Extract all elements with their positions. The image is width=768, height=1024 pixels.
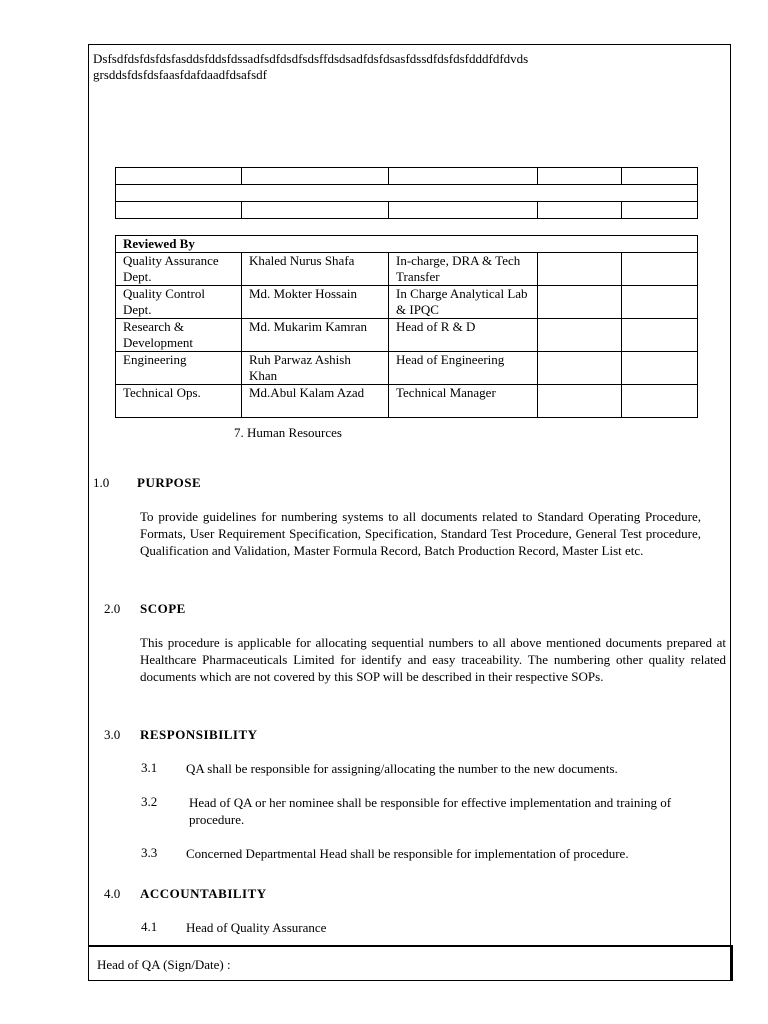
dept-cell: Engineering (116, 352, 242, 385)
header-line-1: Dsfsdfdsfdsfdsfasddsfddsfdssadfsdfdsdfsdsffdsdsadfdsfdsasfdssdfdsfdsfdddfdfdvds (93, 51, 529, 66)
name-cell: Md. Mukarim Kamran (242, 319, 389, 352)
table-cell (116, 168, 242, 185)
table-cell (242, 168, 389, 185)
table-cell (538, 202, 622, 219)
dept-cell: Technical Ops. (116, 385, 242, 418)
responsibility-item: Head of QA or her nominee shall be responsible for effective implementation and training of procedure. (189, 795, 672, 827)
scope-text: This procedure is applicable for allocating sequential numbers to all above mentioned documents prepared at Healthcare Pharmaceuticals Limited for identify and easy traceability. The numbering other quality related documents which are not covered by this SOP will be described in their respective SOPs. (140, 635, 726, 684)
blank-table (115, 167, 698, 219)
sign-cell (538, 319, 622, 352)
table-cell (116, 202, 242, 219)
sign-cell (538, 253, 622, 286)
accountability-item: Head of Quality Assurance (186, 920, 327, 935)
responsibility-item: QA shall be responsible for assigning/allocating the number to the new documents. (186, 761, 618, 776)
sign-cell (538, 352, 622, 385)
table-row (116, 168, 698, 185)
reviewed-by-table (115, 235, 698, 418)
date-cell (622, 352, 698, 385)
role-cell: Head of Engineering (389, 352, 538, 385)
responsibility-item: Concerned Departmental Head shall be responsible for implementation of procedure. (186, 846, 629, 861)
role-cell: In Charge Analytical Lab & IPQC (389, 286, 538, 319)
name-cell: Md.Abul Kalam Azad (242, 385, 389, 418)
table-row (116, 319, 698, 352)
human-resources-item: 7. Human Resources (234, 425, 342, 440)
name-cell: Ruh Parwaz Ashish Khan (242, 352, 389, 385)
date-cell (622, 253, 698, 286)
table-row (116, 253, 698, 286)
item-number: 3.3 (141, 845, 158, 860)
table-cell (622, 168, 698, 185)
document-header (93, 51, 723, 83)
item-number: 3.1 (141, 760, 158, 775)
dept-cell: Quality Assurance Dept. (116, 253, 242, 286)
role-cell: Technical Manager (389, 385, 538, 418)
purpose-heading: PURPOSE (137, 475, 202, 490)
name-cell: Khaled Nurus Shafa (242, 253, 389, 286)
sign-cell (538, 385, 622, 418)
table-cell (116, 185, 698, 202)
section-number: 3.0 (104, 727, 121, 742)
table-row (116, 202, 698, 219)
table-title-row (116, 236, 698, 253)
purpose-text: To provide guidelines for numbering systems to all documents related to Standard Operating Procedure, Formats, User Requirement Specification, Specification, Standard Test Procedure, General Test procedure, Qualification and Validation, Master Formula Record, Batch Production Record, Master List etc. (140, 509, 701, 558)
table-cell (242, 202, 389, 219)
dept-cell: Research & Development (116, 319, 242, 352)
table-cell (389, 168, 538, 185)
role-cell: In-charge, DRA & Tech Transfer (389, 253, 538, 286)
reviewed-by-title: Reviewed By (116, 236, 698, 253)
section-number: 2.0 (104, 601, 121, 616)
table-cell (538, 168, 622, 185)
item-number: 4.1 (141, 919, 158, 934)
sign-cell (538, 286, 622, 319)
date-cell (622, 385, 698, 418)
table-row (116, 385, 698, 418)
section-number: 1.0 (93, 475, 110, 490)
table-cell (622, 202, 698, 219)
table-row (116, 185, 698, 202)
role-cell: Head of R & D (389, 319, 538, 352)
scope-heading: SCOPE (140, 601, 186, 616)
name-cell: Md. Mokter Hossain (242, 286, 389, 319)
date-cell (622, 286, 698, 319)
table-row (116, 286, 698, 319)
table-row (116, 352, 698, 385)
dept-cell: Quality Control Dept. (116, 286, 242, 319)
footer-signature-label: Head of QA (Sign/Date) : (97, 957, 231, 972)
date-cell (622, 319, 698, 352)
item-number: 3.2 (141, 794, 158, 809)
section-number: 4.0 (104, 886, 121, 901)
table-cell (389, 202, 538, 219)
accountability-heading: ACCOUNTABILITY (140, 886, 267, 901)
header-line-2: grsddsfdsfdsfaasfdafdaadfdsafsdf (93, 67, 267, 82)
responsibility-heading: RESPONSIBILITY (140, 727, 258, 742)
